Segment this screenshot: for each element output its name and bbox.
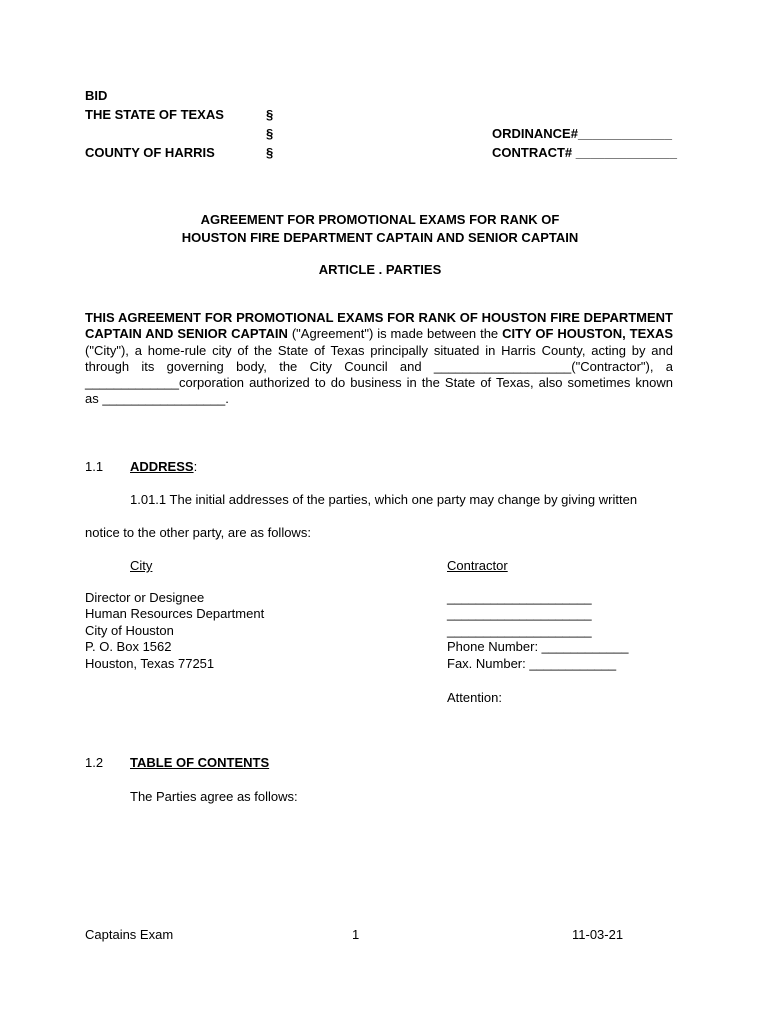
- city-address-line: City of Houston: [85, 623, 174, 638]
- section-number: 1.1: [85, 459, 104, 474]
- city-address-line: P. O. Box 1562: [85, 639, 172, 654]
- contractor-blank-line: ____________________: [447, 606, 592, 621]
- title-line-2: HOUSTON FIRE DEPARTMENT CAPTAIN AND SENIOR CAPTAIN: [181, 230, 579, 245]
- subsection-text: 1.01.1 The initial addresses of the parties, which one party may change by giving written: [130, 492, 638, 507]
- intro-text-2: ("City"), a home-rule city of the State of Texas principally situated in Harris County, acting by and through its governing body, the City Council and ___________________("Contractor"), a _____________corporation authorized to do business in the State of Texas, also sometimes known as _________________.: [85, 342, 673, 407]
- intro-text-1: ("Agreement") is made between the: [287, 326, 503, 342]
- section-symbol: §: [266, 107, 274, 122]
- page-number: 1: [352, 927, 360, 942]
- contractor-fax: Fax. Number: ____________: [447, 656, 617, 671]
- section-symbol: §: [266, 145, 274, 160]
- state-label: THE STATE OF TEXAS: [85, 107, 224, 122]
- ordinance-field: ORDINANCE#_____________: [492, 126, 672, 141]
- address-heading: [130, 459, 197, 475]
- parties-agree-text: The Parties agree as follows:: [130, 789, 298, 804]
- footer-date: 11-03-21: [572, 927, 624, 942]
- subsection-text-continued: notice to the other party, are as follows:: [85, 525, 311, 540]
- footer-doc-name: Captains Exam: [85, 927, 174, 942]
- city-address-line: Director or Designee: [85, 590, 205, 605]
- contractor-blank-line: ____________________: [447, 590, 592, 605]
- city-address-line: Houston, Texas 77251: [85, 656, 215, 671]
- contractor-phone: Phone Number: ____________: [447, 639, 629, 654]
- city-name-bold: CITY OF HOUSTON, TEXAS: [502, 326, 673, 342]
- contractor-column-heading: Contractor: [447, 558, 508, 573]
- section-symbol: §: [266, 126, 274, 141]
- city-column-heading: City: [130, 558, 153, 573]
- title-line-1: AGREEMENT FOR PROMOTIONAL EXAMS FOR RANK OF: [200, 212, 560, 227]
- contractor-blank-line: ____________________: [447, 623, 592, 638]
- contractor-attention: Attention:: [447, 690, 502, 705]
- address-heading-text: ADDRESS: [130, 459, 194, 474]
- city-address-line: Human Resources Department: [85, 606, 265, 621]
- intro-paragraph: [85, 310, 673, 408]
- county-label: COUNTY OF HARRIS: [85, 145, 215, 160]
- agreement-title-bold: THIS AGREEMENT FOR PROMOTIONAL EXAMS FOR RANK OF HOUSTON FIRE DEPARTMENT CAPTAIN AND SENIOR CAPTAIN: [85, 310, 673, 342]
- section-number: 1.2: [85, 755, 104, 770]
- bid-label: BID: [85, 88, 108, 103]
- table-of-contents-heading: TABLE OF CONTENTS: [130, 755, 270, 770]
- contract-field: CONTRACT# ______________: [492, 145, 677, 160]
- article-heading: ARTICLE . PARTIES: [318, 262, 442, 277]
- address-heading-colon: :: [193, 459, 198, 474]
